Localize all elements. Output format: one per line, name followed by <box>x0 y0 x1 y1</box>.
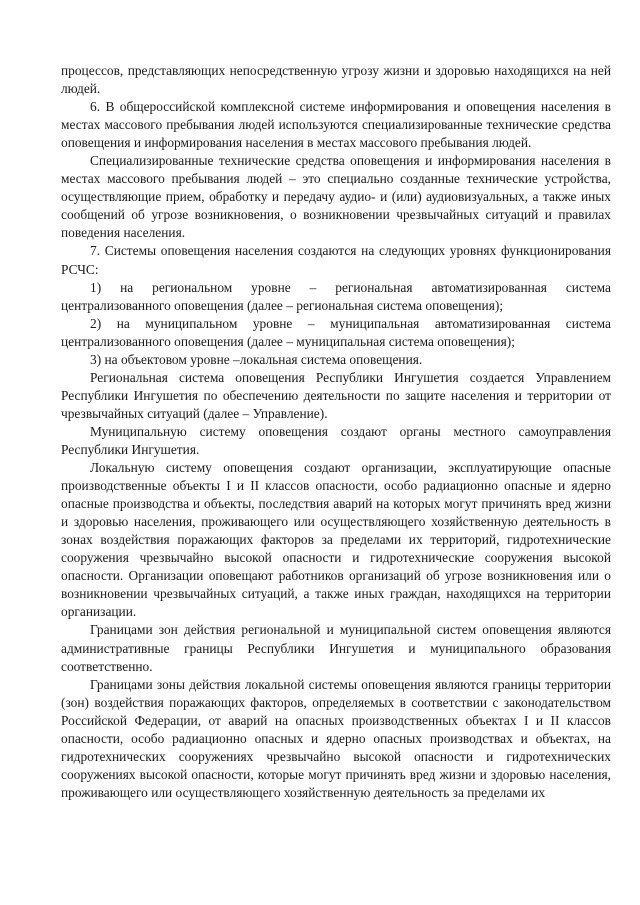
paragraph-regional-system: Региональная система оповещения Республики Ингушетия создается Управлением Республики Ингушетия по обеспечению деятельности по защите населения и территории от чрезвычайных ситуаций (далее – Управление). <box>61 369 611 421</box>
document-page <box>61 62 611 802</box>
paragraph-zone-boundaries: Границами зон действия региональной и муниципальной систем оповещения являются административные границы Республики Ингушетия и муниципального образования соответственно. <box>61 622 611 674</box>
paragraph-local-system: Локальную систему оповещения создают организации, эксплуатирующие опасные производственные объекты I и II классов опасности, особо радиационно опасные и ядерно опасные производства и объекты, последствия аварий на которых могут причинять вред жизни и здоровью населения, проживающего или осуществляющего хозяйственную деятельность в зонах воздействия поражающих факторов за пределами их территорий, гидротехнические сооружения чрезвычайно высокой опасности и гидротехнические сооружения высокой опасности. Организации оповещают работников организаций об угрозе возникновения или о возникновении чрезвычайных ситуаций, а также иных граждан, находящихся на территории организации. <box>61 460 611 620</box>
paragraph-definition: Специализированные технические средства оповещения и информирования населения в местах массового пребывания людей – это специально созданные технические устройства, осуществляющие прием, обработку и передачу аудио- и (или) аудиовизуальных, а также иных сообщений об угрозе возникновения, о возникновении чрезвычайных ситуаций и правилах поведения населения. <box>61 153 611 241</box>
paragraph-item-6: 6. В общероссийской комплексной системе информирования и оповещения населения в местах массового пребывания людей используются специализированные технические средства оповещения и информирования населения в местах массового пребывания людей. <box>61 99 611 151</box>
paragraph-municipal-system: Муниципальную систему оповещения создают органы местного самоуправления Республики Ингушетия. <box>61 423 611 457</box>
paragraph-item-7: 7. Системы оповещения населения создаются на следующих уровнях функционирования РСЧС: <box>61 243 611 277</box>
paragraph-regional-level: 1) на региональном уровне – региональная автоматизированная система централизованного оповещения (далее – региональная система оповещения); <box>61 279 611 313</box>
paragraph-continuation: процессов, представляющих непосредственную угрозу жизни и здоровью находящихся на ней людей. <box>61 63 611 97</box>
paragraph-municipal-level: 2) на муниципальном уровне – муниципальная автоматизированная система централизованного оповещения (далее – муниципальная система оповещения); <box>61 315 611 349</box>
paragraph-object-level: 3) на объектовом уровне –локальная система оповещения. <box>90 351 423 367</box>
paragraph-local-zone-boundaries: Границами зоны действия локальной системы оповещения являются границы территории (зон) воздействия поражающих факторов, определяемых в соответствии с законодательством Российской Федерации, от аварий на опасных производственных объектах I и II классов опасности, особо радиационно опасных и ядерно опасных производствах и объектах, на гидротехнических сооружениях чрезвычайно высокой опасности и гидротехнических сооружениях высокой опасности, которые могут причинять вред жизни и здоровью населения, проживающего или осуществляющего хозяйственную деятельность за пределами их <box>61 676 611 800</box>
